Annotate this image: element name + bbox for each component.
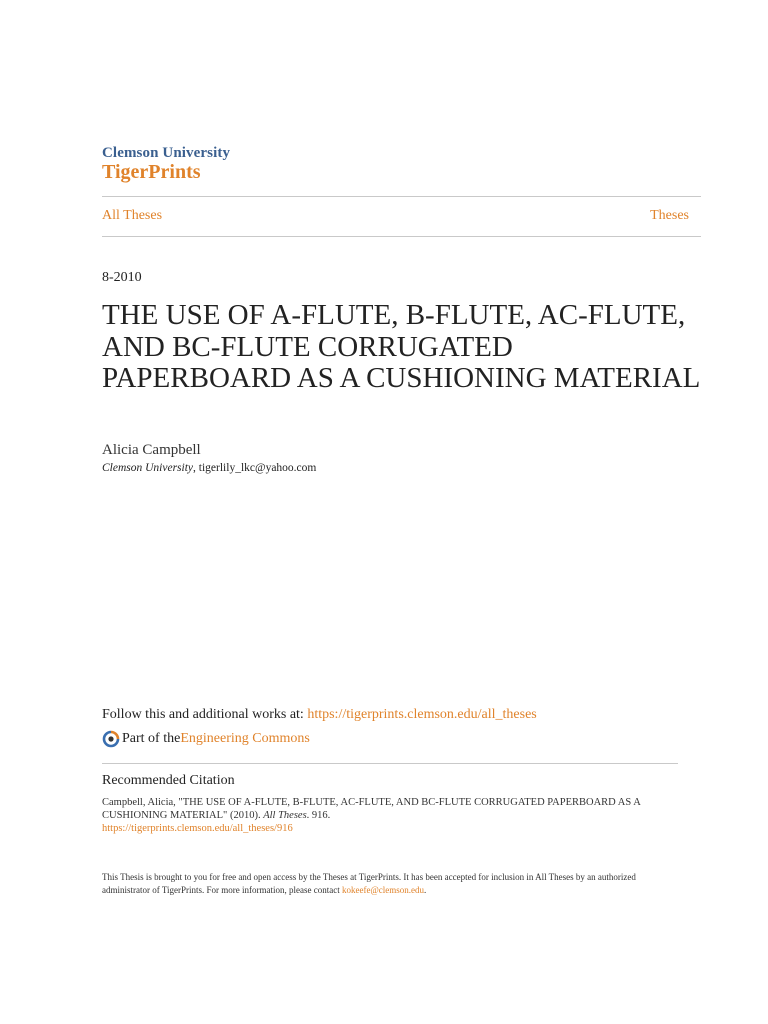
citation-main: Campbell, Alicia, "THE USE OF A-FLUTE, B-FLUTE, AC-FLUTE, AND BC-FLUTE CORRUGATED PAPERBOARD AS A CUSHIONING MATERIAL" (2010). <box>102 797 641 821</box>
document-title: THE USE OF A-FLUTE, B-FLUTE, AC-FLUTE, AND BC-FLUTE CORRUGATED PAPERBOARD AS A CUSHIONING MATERIAL <box>102 299 701 394</box>
follow-prefix: Follow this and additional works at: <box>102 707 308 722</box>
open-access-icon <box>102 730 120 748</box>
institution-name: Clemson University <box>102 145 231 161</box>
follow-line <box>102 707 537 723</box>
engineering-commons-link[interactable]: Engineering Commons <box>180 731 310 746</box>
citation-series: All Theses <box>263 810 307 821</box>
nav-divider <box>102 236 701 237</box>
citation-text <box>102 796 662 835</box>
top-divider <box>102 196 701 197</box>
citation-divider <box>102 763 678 764</box>
collection-url-link[interactable]: https://tigerprints.clemson.edu/all_theses <box>307 707 537 722</box>
footer-end: . <box>423 884 427 895</box>
part-of-prefix: Part of the <box>122 731 181 746</box>
theses-link[interactable]: Theses <box>650 208 689 223</box>
footer-notice <box>102 871 662 896</box>
citation-heading: Recommended Citation <box>102 773 235 788</box>
author-email: , tigerlily_lkc@yahoo.com <box>193 462 317 474</box>
all-theses-link[interactable]: All Theses <box>102 208 163 223</box>
author-affiliation <box>102 462 316 474</box>
contact-email-link[interactable]: kokeefe@clemson.edu <box>341 884 424 895</box>
affiliation-institution: Clemson University <box>102 462 194 474</box>
citation-url-link[interactable]: https://tigerprints.clemson.edu/all_theses/916 <box>102 823 293 834</box>
citation-number: . 916. <box>306 810 331 821</box>
footer-text: This Thesis is brought to you for free and open access by the Theses at TigerPrints. It has been accepted for inclusion in All Theses by an authorized administrator of TigerPrints. For more information, please contact <box>102 872 636 895</box>
part-of-line <box>102 730 310 748</box>
repository-name[interactable]: TigerPrints <box>102 161 201 183</box>
author-name: Alicia Campbell <box>102 442 201 458</box>
publication-date: 8-2010 <box>102 270 142 285</box>
